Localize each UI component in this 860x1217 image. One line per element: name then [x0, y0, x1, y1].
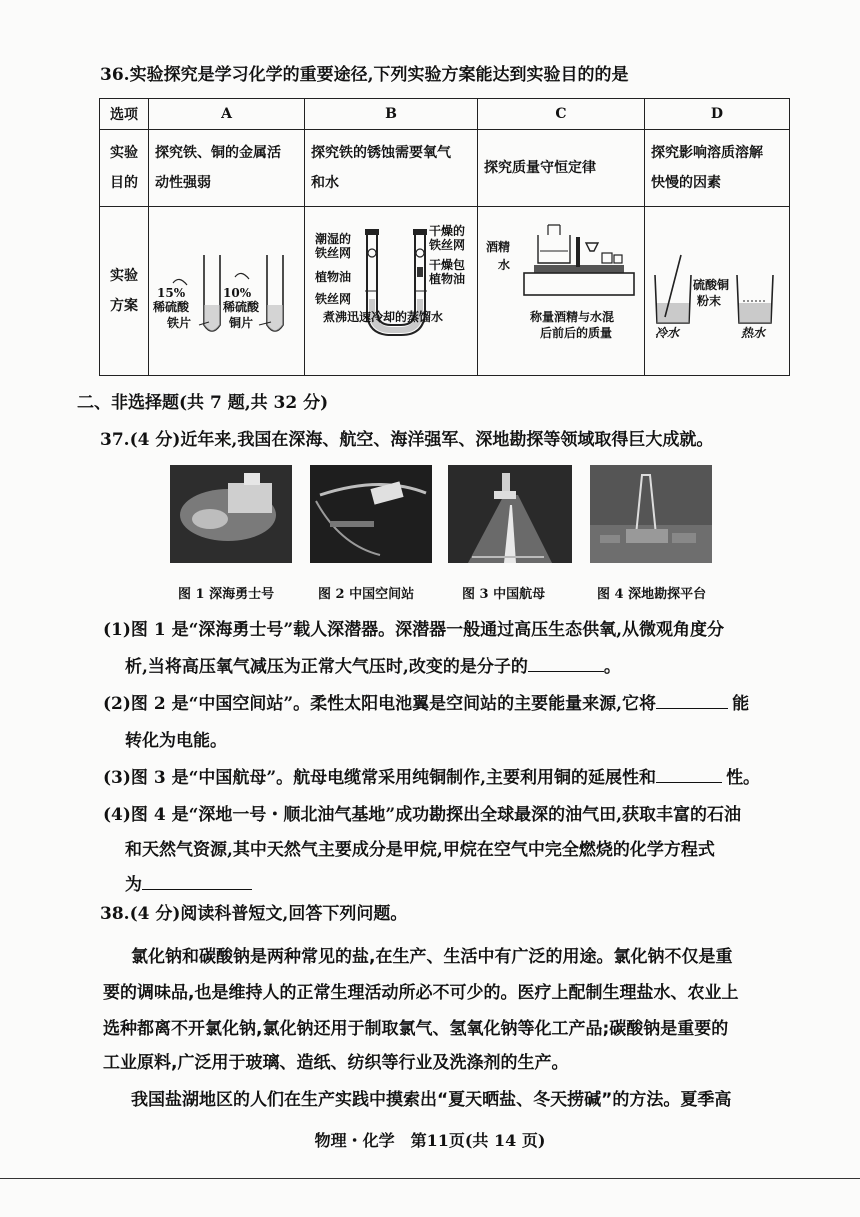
footer-rule — [0, 1178, 860, 1179]
acid-a-name: 稀硫酸 — [153, 300, 190, 314]
desiccant-label: 干燥包 — [429, 258, 466, 272]
wet-iron-label-2: 铁丝网 — [315, 246, 352, 260]
q38-passage-line2: 要的调味品,也是维持人的正常生理活动所必不可少的。医疗上配制生理盐水、农业上 — [103, 983, 739, 1003]
dry-iron-label-1: 干燥的 — [429, 224, 466, 238]
header-col-a: A — [149, 99, 305, 130]
cuso4-label-1: 硫酸铜 — [693, 278, 730, 292]
water-label: 煮沸迅速冷却的蒸馏水 — [323, 310, 444, 324]
header-col-b: B — [305, 99, 478, 130]
photo-aircraft-carrier — [448, 465, 572, 563]
photo-drilling-platform — [590, 465, 712, 563]
acid-b-concentration: 10% — [223, 286, 252, 300]
acid-b-name: 稀硫酸 — [223, 300, 260, 314]
q38-passage-line4: 工业原料,广泛用于玻璃、造纸、纺织等行业及洗涤剂的生产。 — [103, 1053, 569, 1073]
page-footer: 物理・化学 第11页(共 14 页) — [314, 1131, 546, 1150]
caption-fig3: 图 3 中国航母 — [462, 587, 546, 602]
oil-label: 植物油 — [315, 270, 352, 284]
q36-stem: 36.实验探究是学习化学的重要途径,下列实验方案能达到实验目的的是 — [100, 65, 629, 85]
header-col-d: D — [645, 99, 790, 130]
section-2-heading: 二、非选择题(共 7 题,共 32 分) — [77, 393, 329, 413]
purpose-b: 探究铁的锈蚀需要氧气 和水 — [305, 130, 478, 207]
plan-label: 实验 方案 — [100, 207, 149, 376]
header-col-c: C — [478, 99, 645, 130]
caption-fig2: 图 2 中国空间站 — [318, 587, 415, 602]
q37-part2-line1: (2)图 2 是“中国空间站”。柔性太阳电池翼是空间站的主要能量来源,它将 能 — [103, 694, 750, 714]
q37-part1-line1: (1)图 1 是“深海勇士号”载人深潜器。深潜器一般通过高压生态供氧,从微观角度分 — [103, 620, 725, 640]
plan-d — [645, 207, 790, 376]
caption-fig4: 图 4 深地勘探平台 — [597, 587, 707, 602]
cuso4-label-2: 粉末 — [697, 294, 722, 308]
purpose-c: 探究质量守恒定律 — [478, 130, 645, 207]
answer-blank-1[interactable] — [528, 657, 604, 672]
q38-passage-line1: 氯化钠和碳酸钠是两种常见的盐,在生产、生活中有广泛的用途。氯化钠不仅是重 — [131, 947, 733, 967]
water-label-c: 水 — [498, 258, 511, 272]
note-line-1: 称量酒精与水混 — [530, 310, 615, 324]
q37-part4-line1: (4)图 4 是“深地一号・顺北油气基地”成功勘探出全球最深的油气田,获取丰富的石油 — [103, 805, 742, 825]
q37-part1-line2: 析,当将高压氧气减压为正常大气压时,改变的是分子的 。 — [125, 657, 621, 677]
purpose-label: 实验 目的 — [100, 130, 149, 207]
note-line-2: 后前后的质量 — [540, 326, 613, 340]
metal-b-name: 铜片 — [229, 316, 254, 330]
q37-part4-line3: 为 — [125, 870, 252, 895]
plan-a — [149, 207, 305, 376]
answer-blank-3[interactable] — [656, 768, 722, 783]
q38-passage-line3: 选种都离不开氯化钠,氯化钠还用于制取氯气、氢氧化钠等化工产品;碳酸钠是重要的 — [103, 1019, 729, 1039]
cold-water-label: 冷水 — [655, 326, 680, 340]
photo-deep-sea-warrior — [170, 465, 292, 563]
q37-part2-line2: 转化为电能。 — [125, 731, 227, 751]
iron-mesh-label: 铁丝网 — [315, 292, 352, 306]
alcohol-label: 酒精 — [486, 240, 511, 254]
caption-fig1: 图 1 深海勇士号 — [178, 587, 275, 602]
q37-part3: (3)图 3 是“中国航母”。航母电缆常采用纯铜制作,主要利用铜的延展性和 性。 — [103, 768, 761, 788]
answer-blank-2[interactable] — [656, 694, 728, 709]
q37-stem: 37.(4 分)近年来,我国在深海、航空、海洋强军、深地勘探等领域取得巨大成就。 — [100, 430, 714, 450]
plan-b — [305, 207, 478, 376]
q36-options-table — [99, 98, 790, 376]
answer-blank-4[interactable] — [142, 875, 252, 890]
purpose-d: 探究影响溶质溶解 快慢的因素 — [645, 130, 790, 207]
hot-water-label: 热水 — [741, 326, 766, 340]
purpose-a: 探究铁、铜的金属活 动性强弱 — [149, 130, 305, 207]
balance-diagram — [478, 207, 644, 375]
acid-a-concentration: 15% — [157, 286, 186, 300]
plan-c — [478, 207, 645, 376]
oil2-label: 植物油 — [429, 272, 466, 286]
purpose-row — [100, 130, 790, 207]
photo-space-station — [310, 465, 432, 563]
q37-part4-line2: 和天然气资源,其中天然气主要成分是甲烷,甲烷在空气中完全燃烧的化学方程式 — [125, 840, 715, 860]
dry-iron-label-2: 铁丝网 — [429, 238, 466, 252]
header-label: 选项 — [100, 99, 149, 130]
table-header-row — [100, 99, 790, 130]
q38-stem: 38.(4 分)阅读科普短文,回答下列问题。 — [100, 904, 408, 924]
wet-iron-label-1: 潮湿的 — [315, 232, 352, 246]
plan-row — [100, 207, 790, 376]
q38-passage-line5: 我国盐湖地区的人们在生产实践中摸索出“夏天晒盐、冬天捞碱”的方法。夏季高 — [131, 1090, 732, 1110]
metal-a-name: 铁片 — [167, 316, 192, 330]
